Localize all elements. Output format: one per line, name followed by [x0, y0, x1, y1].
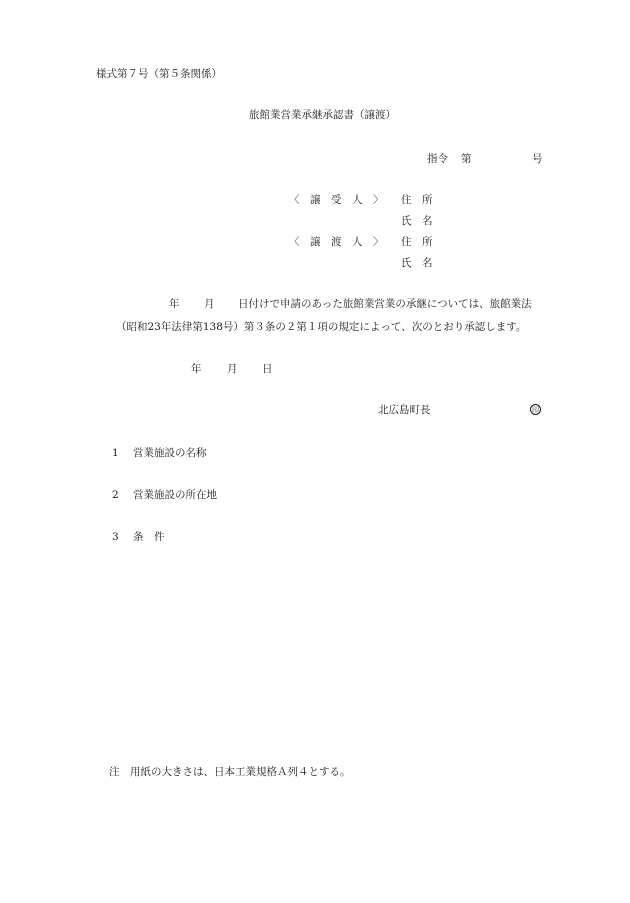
body-line2-text: （昭和23年法律第138号）第３条の２第１項の規定によって、次のとおり承認します。: [116, 321, 527, 333]
issue-date-year: 年: [191, 363, 202, 375]
item-1-label: 営業施設の名称: [133, 447, 207, 459]
document-title: 旅館業営業承継承認書（譲渡）: [249, 109, 396, 121]
transferor-role: 〈 譲 渡 人 〉: [289, 236, 384, 248]
seal-mark: 印: [532, 406, 539, 414]
directive-suffix: 号: [532, 153, 543, 165]
item-1-number: 1: [112, 447, 119, 459]
issue-date-month: 月: [227, 363, 238, 375]
footnote: 注 用紙の大きさは、日本工業規格Ａ列４とする。: [109, 766, 351, 778]
item-3-number: 3: [112, 531, 119, 543]
directive-prefix: 指令: [427, 153, 448, 165]
body-date-month: 月: [204, 298, 215, 310]
item-2-number: 2: [112, 489, 119, 501]
transferor-address-label: 住 所: [401, 236, 433, 248]
issuer-name: 北広島町長: [378, 404, 431, 416]
body-date-year: 年: [169, 298, 180, 310]
directive-dai: 第: [461, 153, 472, 165]
issue-date-day: 日: [262, 363, 273, 375]
transferee-role: 〈 譲 受 人 〉: [289, 194, 384, 206]
transferee-address-label: 住 所: [401, 194, 433, 206]
form-number: 様式第７号（第５条関係）: [96, 68, 222, 80]
body-line1-text: 日付けで申請のあった旅館業営業の承継については、旅館業法: [238, 298, 532, 310]
item-3-label: 条 件: [133, 531, 165, 543]
transferee-name-label: 氏 名: [401, 215, 433, 227]
transferor-name-label: 氏 名: [401, 257, 433, 269]
item-2-label: 営業施設の所在地: [133, 489, 217, 501]
